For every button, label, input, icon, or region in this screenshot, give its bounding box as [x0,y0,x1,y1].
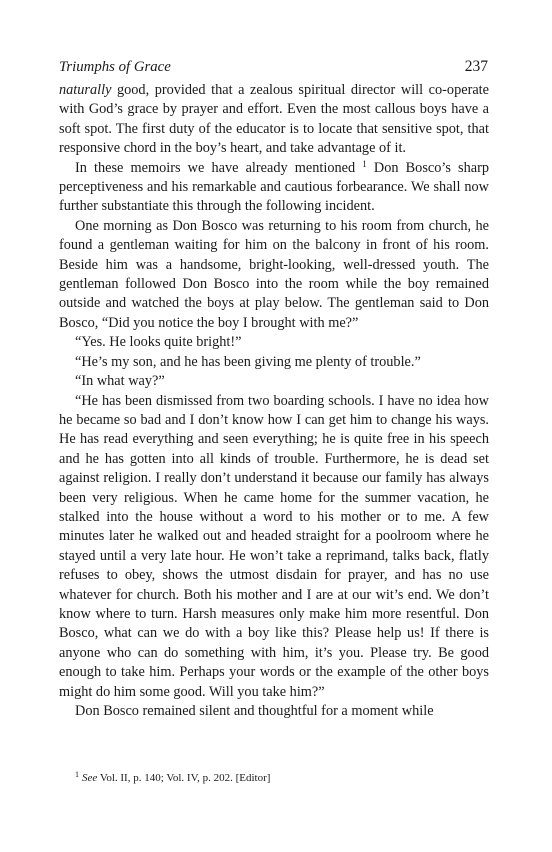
paragraph-2-text-before: In these memoirs we have already mentioned [75,159,363,176]
running-title: Triumphs of Grace [59,59,171,75]
paragraph-3: One morning as Don Bosco was returning to his room from church, he found a gentleman waiting for him on the balcony in front of his room. Beside him was a handsome, bright-looking, well-dressed youth. The gentleman followed Don Bosco into the room while the boy remained outside and watched the boys at play below. The gentleman said to Don Bosco, “Did you notice the boy I brought with me?” [59,217,489,331]
page-number: 237 [464,58,488,75]
footnote-text: Vol. II, p. 140; Vol. IV, p. 202. [Editor] [97,772,271,784]
footnote [75,771,495,786]
paragraph-1 [59,81,489,159]
footnote-reference: 1 [362,158,367,169]
paragraph-2-text-after: Don Bosco’s sharp perceptiveness and his remarkable and cautious forbearance. We shall now further substantiate this through the following incident. [59,159,490,215]
footnote-see: See [82,772,98,784]
paragraph-4: “Yes. He looks quite bright!” [75,334,242,351]
paragraph-7: “He has been dismissed from two boarding schools. I have no idea how he became so bad and I don’t know how I can get him to change his ways. He has read everything and seen everything; he is quite free in his speech and he has gotten into all kinds of trouble. Furthermore, he is dead set against religion. I really don’t understand it because our family has always been very religious. When he came home for the summer vacation, he stalked into the house without a word to his mother or to me. A few minutes later he walked out and headed straight for a poolroom where he stayed until a very late hour. He won’t take a reprimand, talks back, flatly refuses to obey, shows the utmost disdain for prayer, and has no use whatever for church. Both his mother and I are at our wit’s end. We don’t know where to turn. Harsh measures only make him more resentful. Don Bosco, what can we do with a boy like this? Please help us! If there is anyone who can do something with him, it’s you. Please try. Be good enough to take him. Perhaps your words or the example of the other boys might do him some good. Will you take him?” [59,392,489,700]
paragraph-8: Don Bosco remained silent and thoughtful for a moment while [75,703,434,719]
paragraph-6: “In what way?” [75,373,165,390]
body-text [59,81,489,721]
footnote-marker: 1 [75,770,79,779]
paragraph-5: “He’s my son, and he has been giving me plenty of trouble.” [75,353,421,370]
paragraph-2 [59,159,489,217]
paragraph-1-text: good, provided that a zealous spiritual director will co-operate with God’s grace by prayer and effort. Even the most callous boys have a soft spot. The first duty of the educator is to locate that sensitive spot, that responsive chord in the boy’s heart, and take advantage of it. [59,82,489,157]
running-header [59,57,488,77]
paragraph-1-italic: naturally [59,82,112,98]
